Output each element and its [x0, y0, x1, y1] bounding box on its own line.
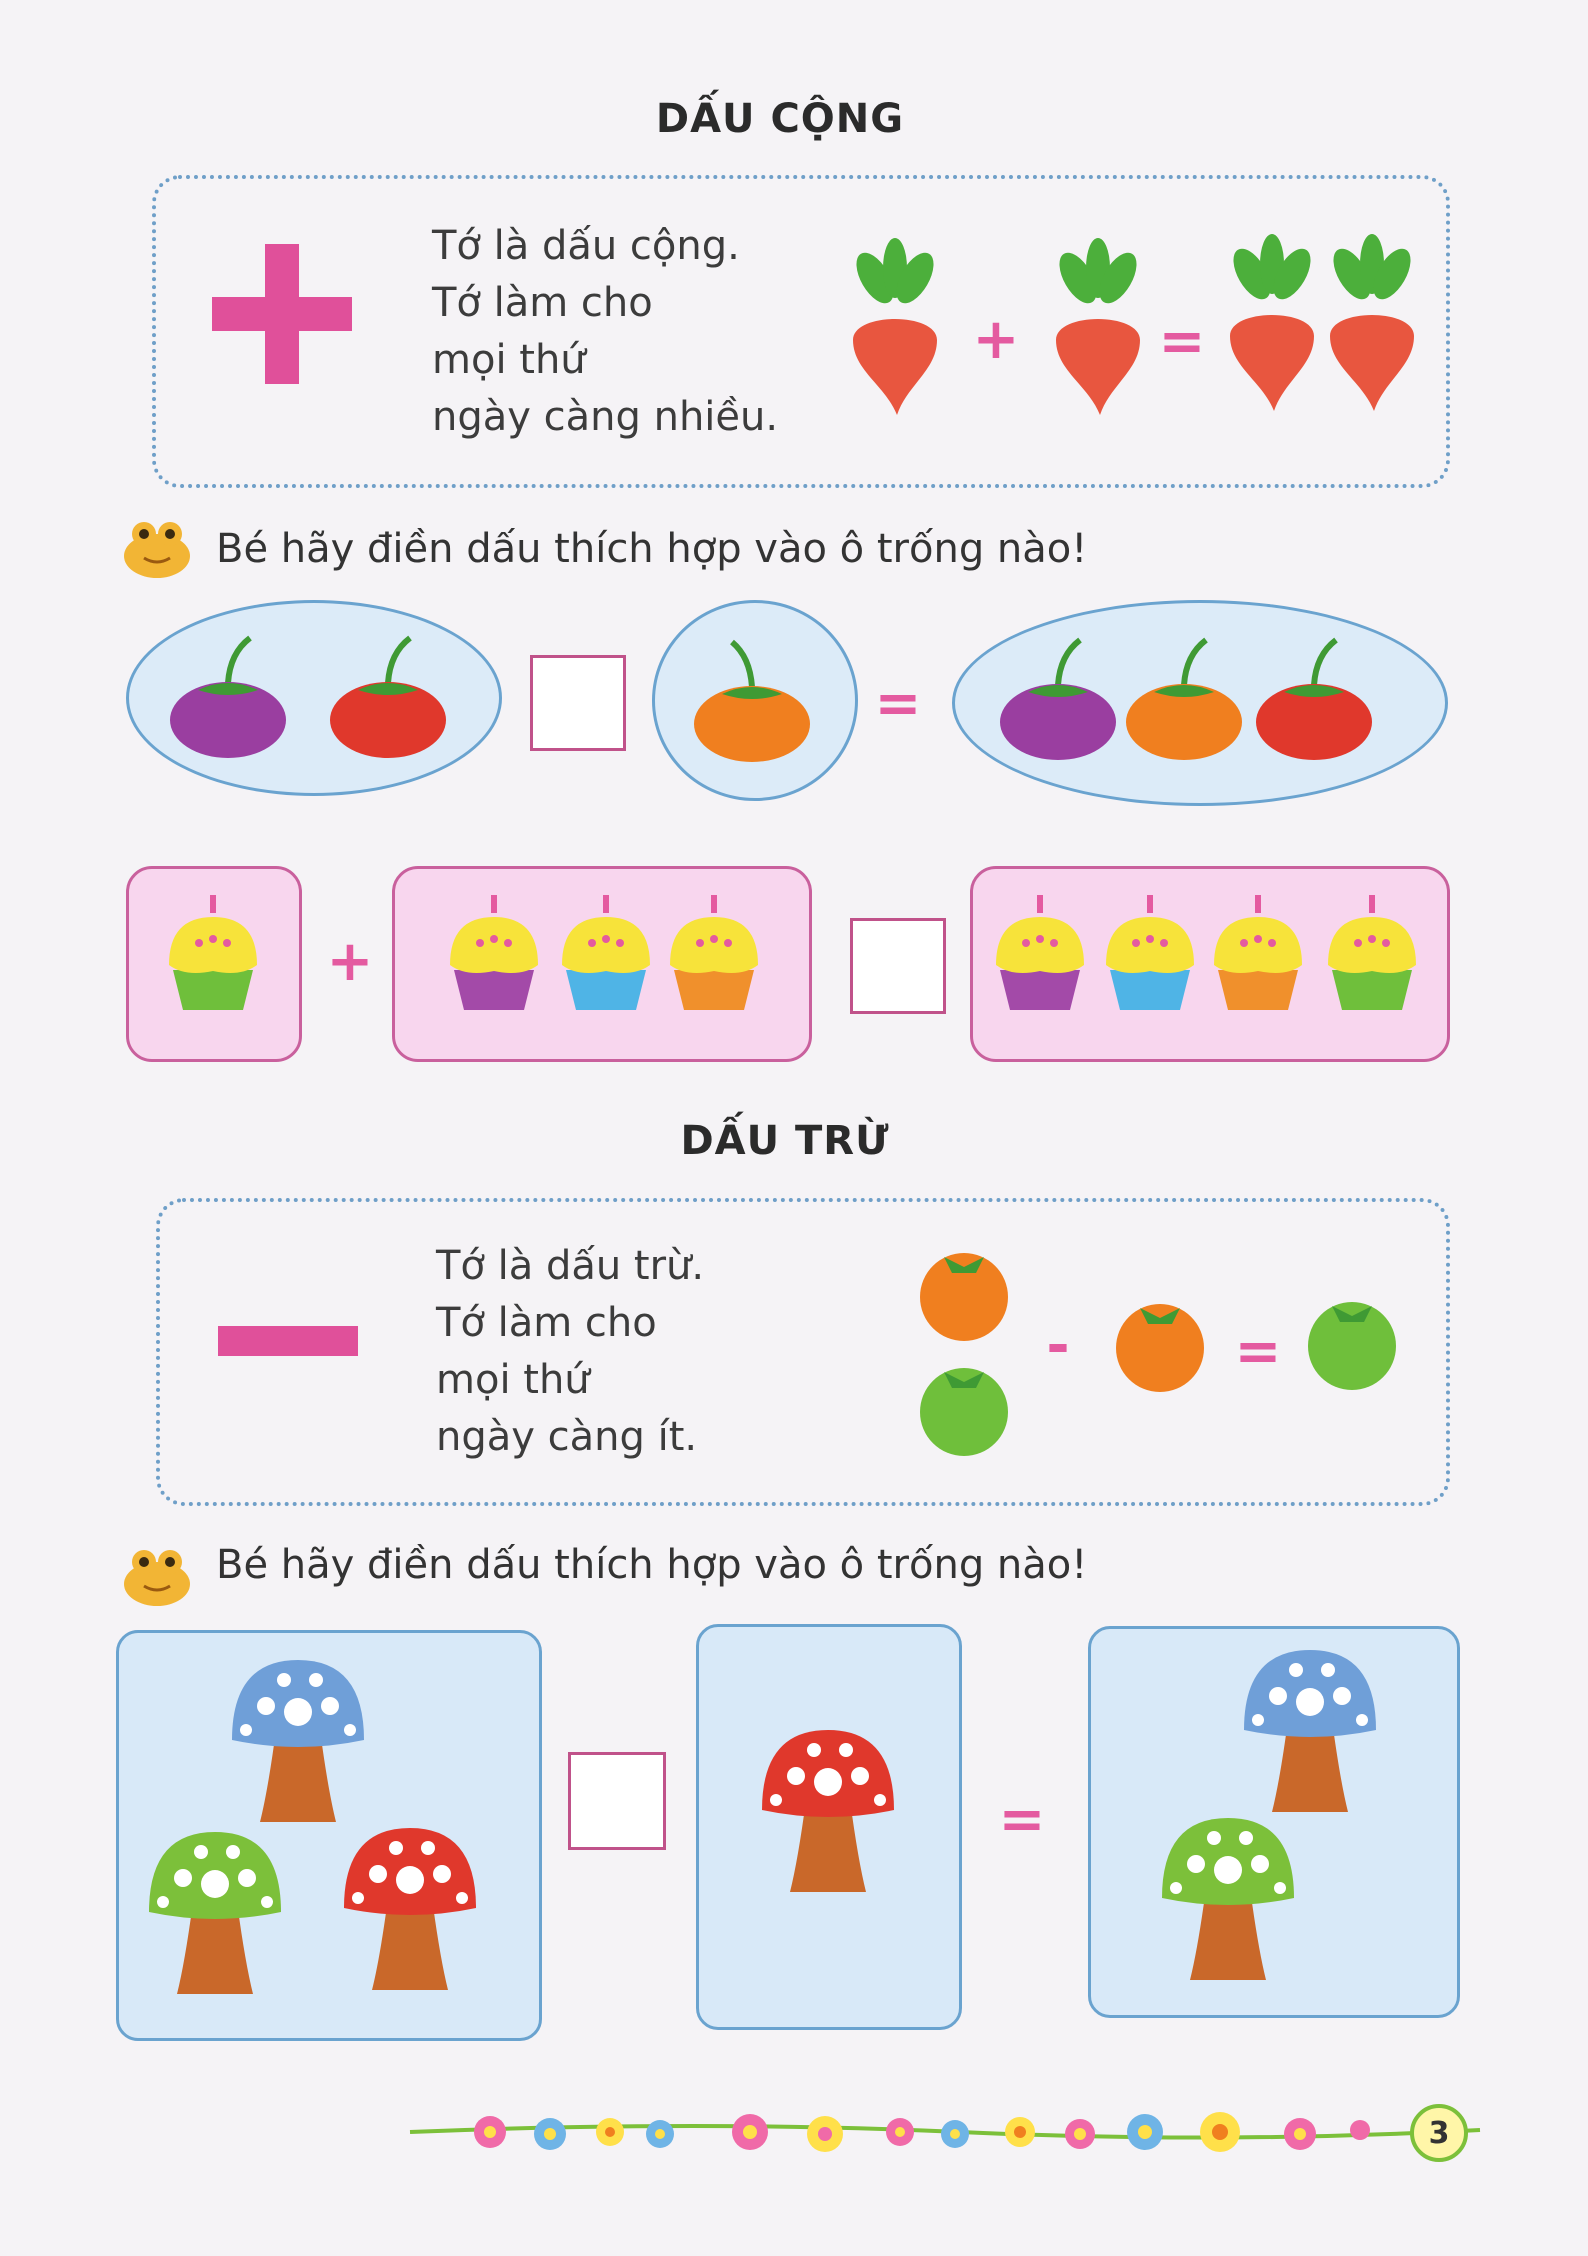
plus-line-2: Tớ làm cho: [432, 280, 653, 326]
page-number-badge: [1410, 2104, 1468, 2162]
minus-explanation-text: [436, 1238, 704, 1466]
exercise2-plus: +: [326, 929, 374, 994]
eggplant-fruit-icon: [168, 628, 288, 758]
big-plus-sign-icon: [212, 244, 352, 384]
green-cupcake-icon: [163, 895, 263, 1015]
plus-section-title: DẤU CỘNG: [655, 96, 905, 142]
blue-cupcake-icon: [556, 895, 656, 1015]
red-mushroom-icon: [340, 1818, 480, 1998]
exercise3-equals: =: [998, 1787, 1046, 1852]
exercise-instruction-2: Bé hãy điền dấu thích hợp vào ô trống nào!: [216, 1542, 1088, 1588]
plus-example-equals: =: [1158, 309, 1206, 374]
frog-icon: [122, 1546, 192, 1606]
minus-line-1: Tớ là dấu trừ.: [436, 1243, 705, 1289]
orange-persimmon-icon: [1114, 1296, 1206, 1392]
plus-line-4: ngày càng nhiều.: [432, 394, 779, 440]
plus-line-1: Tớ là dấu cộng.: [432, 223, 740, 269]
orange-fruit-icon: [1124, 630, 1244, 760]
exercise-instruction-1: Bé hãy điền dấu thích hợp vào ô trống nào!: [216, 526, 1088, 572]
blue-mushroom-icon: [228, 1650, 368, 1830]
frog-icon: [122, 518, 192, 578]
minus-section-title: DẤU TRỪ: [680, 1118, 890, 1164]
big-minus-sign-icon: [218, 1326, 358, 1356]
tomato-fruit-icon: [328, 628, 448, 758]
orange-cupcake-icon: [664, 895, 764, 1015]
page-number: 3: [1428, 2115, 1450, 2151]
red-mushroom-icon: [758, 1720, 898, 1900]
radish-icon: [1322, 236, 1422, 416]
green-persimmon-icon: [1306, 1294, 1398, 1390]
plus-example-plus: +: [972, 307, 1020, 372]
orange-cupcake-icon: [1208, 895, 1308, 1015]
eggplant-fruit-icon: [998, 630, 1118, 760]
green-cupcake-icon: [1322, 895, 1422, 1015]
answer-blank-1[interactable]: [530, 655, 626, 751]
minus-example-minus: -: [1046, 1313, 1070, 1378]
answer-blank-2[interactable]: [850, 918, 946, 1014]
green-mushroom-icon: [145, 1822, 285, 2002]
purple-cupcake-icon: [990, 895, 1090, 1015]
exercise1-equals: =: [874, 671, 922, 736]
minus-line-4: ngày càng ít.: [436, 1414, 698, 1460]
minus-line-2: Tớ làm cho: [436, 1300, 657, 1346]
radish-icon: [1048, 240, 1148, 420]
radish-icon: [1222, 236, 1322, 416]
blue-mushroom-icon: [1240, 1640, 1380, 1820]
minus-line-3: mọi thứ: [436, 1357, 590, 1403]
purple-cupcake-icon: [444, 895, 544, 1015]
tomato-fruit-icon: [1254, 630, 1374, 760]
orange-fruit-icon: [692, 632, 812, 762]
flower-border-decoration: [400, 2090, 1500, 2170]
plus-line-3: mọi thứ: [432, 337, 586, 383]
green-mushroom-icon: [1158, 1808, 1298, 1988]
plus-explanation-text: [432, 218, 778, 446]
answer-blank-3[interactable]: [568, 1752, 666, 1850]
blue-cupcake-icon: [1100, 895, 1200, 1015]
orange-persimmon-icon: [918, 1245, 1010, 1341]
green-persimmon-icon: [918, 1360, 1010, 1456]
minus-example-equals: =: [1234, 1319, 1282, 1384]
radish-icon: [845, 240, 945, 420]
